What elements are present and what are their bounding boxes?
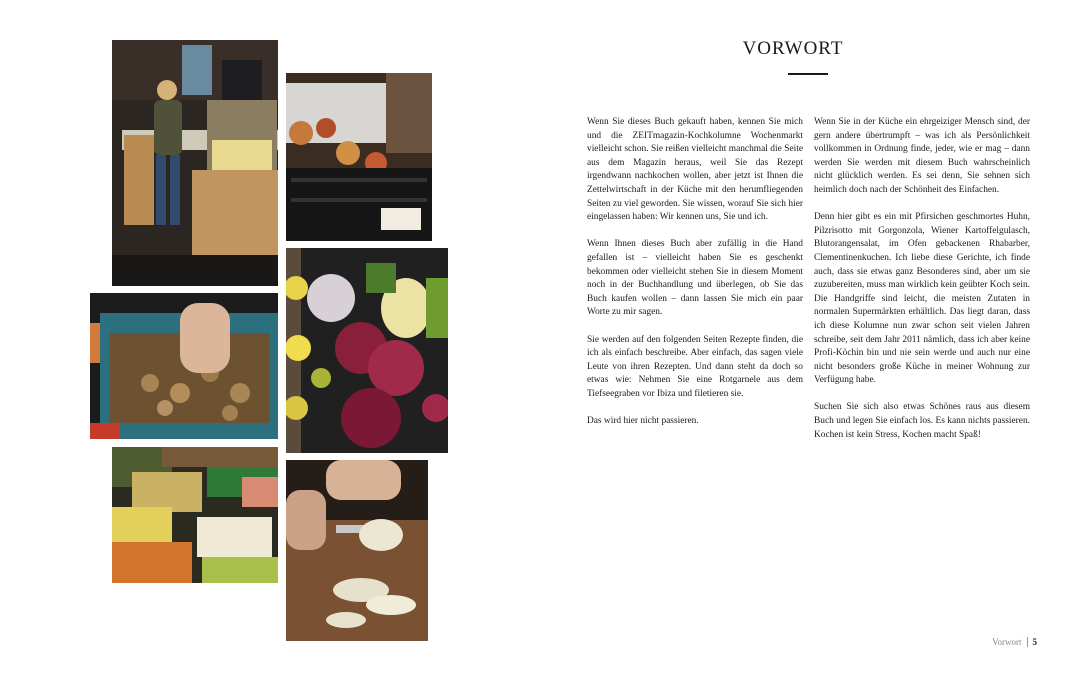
page-footer	[992, 637, 1037, 647]
photo-hand-in-potato-crate	[90, 293, 278, 439]
paragraph: Suchen Sie sich also etwas Schönes raus aus diesem Buch und legen Sie einfach los. Es kann nichts passieren. Kochen ist kein Stress, Kochen macht Spaß!	[814, 402, 1030, 440]
footer-section-label: Vorwort	[992, 637, 1022, 647]
paragraph: Wenn Sie in der Küche ein ehrgeiziger Mensch sind, der gern andere übertrumpft – was ich als Persönlichkeit vollkommen in Ordnung finde, jeder, wie er mag – dann werden Sie werden mit diesem Buch wahrscheinlich nicht glücklich werden. Es sei denn, Sie sehnen sich heimlich doch nach der Schönheit des Einfachen.	[814, 117, 1030, 195]
paragraph: Das wird hier nicht passieren.	[587, 416, 699, 427]
paragraph: Wenn Sie dieses Buch gekauft haben, kennen Sie mich und die ZEITmagazin-Kochkolumne Wochenmarkt vielleicht schon. Sie reißen vielleicht manchmal die Seite aus dem Magazin heraus, weil Sie das Rezept irgendwann nachkochen wollen, aber jetzt ist Ihnen die Zettelwirtschaft in der Küche mit den herumfliegenden Seiten zu viel geworden. Sie wissen, worauf Sie sich hier eingelassen haben: Wir kennen uns, Sie und ich.	[587, 117, 803, 223]
paragraph: Wenn Ihnen dieses Buch aber zufällig in die Hand gefallen ist – vielleicht haben Sie es geschenkt bekommen oder vielleicht stehen Sie in diesem Moment noch in der Buchhandlung und überlegen, ob Sie das Buch kaufen wollen – dann lassen Sie mich ein paar Worte zu mir sagen.	[587, 239, 803, 318]
paragraph: Sie werden auf den folgenden Seiten Rezepte finden, die ich als einfach beschreibe. Aber einfach, das sagen viele Leute von ihren Rezepten. Und dann steht da doch so etwas wie: Nehmen Sie eine Rotgarnele aus dem Tiefseegraben vor Ibiza und filetieren sie.	[587, 334, 803, 399]
paragraph: Denn hier gibt es ein mit Pfirsichen geschmortes Huhn, Pilzrisotto mit Gorgonzola, Wiener Kartoffelgulasch, Blutorangensalat, im Ofen gebackenen Rhabarber, Clementinenkuchen. Ich liebe diese Gerichte, ich finde auch, dass sie etwas ganz Besonderes sind, aber um sie zuzubereiten, muss man wirklich kein geübter Koch sein. Die Handgriffe sind leicht, die meisten Zutaten in normalen Supermärkten erhältlich. Das liegt daran, dass ich diese Kolumne nun zwar schon seit vielen Jahren schreibe, seit dem Jahr 2011 nämlich, dass ich aber keine Profi-Köchin bin und nie sein werde und auch nur eine nicht besonders große Küche in meiner Wohnung zur Verfügung habe.	[814, 212, 1030, 386]
text-column-left	[587, 116, 803, 442]
photo-vegetable-crates	[112, 447, 278, 583]
photo-woman-at-market	[112, 40, 278, 286]
footer-divider	[1027, 637, 1028, 647]
text-column-right	[814, 116, 1030, 456]
page-number: 5	[1032, 637, 1037, 647]
photo-crate-of-peaches	[286, 73, 432, 241]
photo-slicing-onion	[286, 460, 428, 641]
photo-radicchio-fennel-lemons	[286, 248, 448, 453]
page-title: VORWORT	[742, 38, 844, 59]
title-underline	[788, 73, 828, 75]
